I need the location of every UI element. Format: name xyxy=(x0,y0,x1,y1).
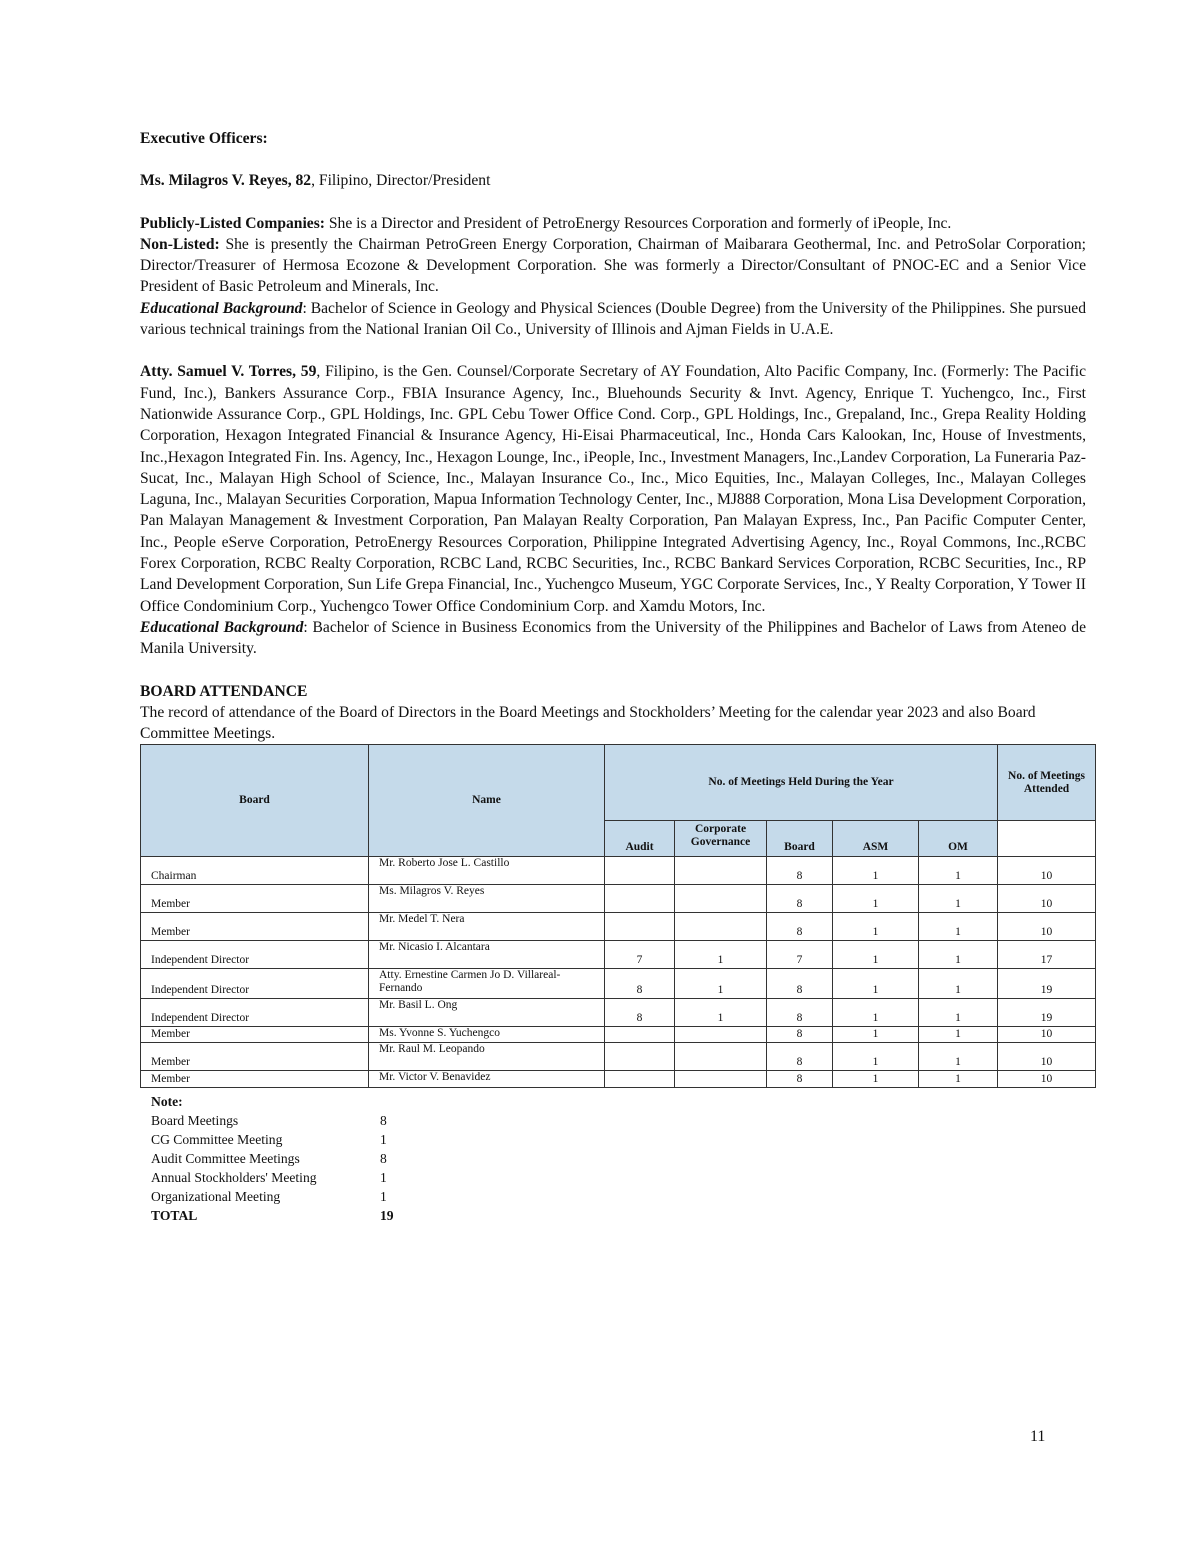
om-count: 1 xyxy=(919,941,998,969)
cg-count xyxy=(675,1043,767,1071)
note-value: 1 xyxy=(380,1132,387,1148)
table-row xyxy=(141,885,1096,913)
director-name: Mr. Victor V. Benavidez xyxy=(369,1071,605,1088)
note-value: 8 xyxy=(380,1113,387,1129)
audit-count xyxy=(605,1071,675,1088)
table-row xyxy=(141,1027,1096,1043)
asm-count: 1 xyxy=(833,969,919,999)
attended-count: 19 xyxy=(998,969,1096,999)
director-name: Atty. Ernestine Carmen Jo D. Villareal-Fernando xyxy=(369,969,605,999)
header-asm: ASM xyxy=(833,821,919,857)
asm-count: 1 xyxy=(833,1071,919,1088)
director-name: Ms. Milagros V. Reyes xyxy=(369,885,605,913)
note-title: Note: xyxy=(151,1094,183,1110)
education-label: Educational Background xyxy=(140,618,304,636)
board-role: Member xyxy=(141,1071,369,1088)
board-count: 7 xyxy=(767,941,833,969)
reyes-nonlisted xyxy=(140,234,1086,298)
torres-education xyxy=(140,617,1086,660)
note-total-value: 19 xyxy=(380,1208,394,1224)
reyes-name: Ms. Milagros V. Reyes, 82 xyxy=(140,172,312,190)
attended-count: 17 xyxy=(998,941,1096,969)
note-total-label: TOTAL xyxy=(151,1208,198,1224)
attended-count: 10 xyxy=(998,1027,1096,1043)
director-name: Mr. Roberto Jose L. Castillo xyxy=(369,857,605,885)
om-count: 1 xyxy=(919,885,998,913)
attended-count: 10 xyxy=(998,913,1096,941)
note-label: Organizational Meeting xyxy=(151,1189,281,1205)
cg-count xyxy=(675,1027,767,1043)
reyes-profile xyxy=(140,213,1086,341)
listed-label: Publicly-Listed Companies: xyxy=(140,214,325,232)
audit-count: 8 xyxy=(605,969,675,999)
table-row xyxy=(141,999,1096,1027)
note-row xyxy=(151,1130,1086,1149)
om-count: 1 xyxy=(919,969,998,999)
board-count: 8 xyxy=(767,1027,833,1043)
asm-count: 1 xyxy=(833,941,919,969)
note-row xyxy=(151,1187,1086,1206)
table-row xyxy=(141,941,1096,969)
audit-count xyxy=(605,1027,675,1043)
header-empty xyxy=(998,821,1096,857)
note-row xyxy=(151,1149,1086,1168)
torres-bio xyxy=(140,361,1086,617)
cg-count xyxy=(675,1071,767,1088)
note-row xyxy=(151,1111,1086,1130)
om-count: 1 xyxy=(919,999,998,1027)
document-page xyxy=(140,128,1086,1225)
note-row xyxy=(151,1168,1086,1187)
attended-count: 10 xyxy=(998,857,1096,885)
asm-count: 1 xyxy=(833,913,919,941)
listed-text: She is a Director and President of PetroEnergy Resources Corporation and formerly of iPeople, Inc. xyxy=(324,214,952,232)
asm-count: 1 xyxy=(833,999,919,1027)
om-count: 1 xyxy=(919,1043,998,1071)
board-role: Independent Director xyxy=(141,999,369,1027)
attended-count: 10 xyxy=(998,1043,1096,1071)
table-row xyxy=(141,969,1096,999)
board-role: Independent Director xyxy=(141,969,369,999)
header-board-meetings: Board xyxy=(767,821,833,857)
note-label: Annual Stockholders' Meeting xyxy=(151,1170,317,1186)
audit-count xyxy=(605,885,675,913)
torres-profile xyxy=(140,361,1086,659)
board-role: Member xyxy=(141,1027,369,1043)
asm-count: 1 xyxy=(833,857,919,885)
board-role: Chairman xyxy=(141,857,369,885)
table-row xyxy=(141,857,1096,885)
reyes-listed xyxy=(140,213,1086,234)
director-name: Mr. Basil L. Ong xyxy=(369,999,605,1027)
reyes-name-line xyxy=(140,170,1086,191)
header-meetings-held: No. of Meetings Held During the Year xyxy=(605,745,998,821)
nonlisted-text: She is presently the Chairman PetroGreen Energy Corporation, Chairman of Maibarara Geothermal, Inc. and PetroSolar Corporation; Director/Treasurer of Hermosa Ecozone & Development Corporation. She was formerly a Director/Consultant of PNOC-EC and a Senior Vice President of Basic Petroleum and Minerals, Inc. xyxy=(140,235,1086,296)
board-attendance-title: BOARD ATTENDANCE xyxy=(140,682,308,700)
table-row xyxy=(141,1071,1096,1088)
board-count: 8 xyxy=(767,885,833,913)
board-role: Independent Director xyxy=(141,941,369,969)
header-meetings-attended: No. of Meetings Attended xyxy=(998,745,1096,821)
table-row xyxy=(141,1043,1096,1071)
torres-text: , Filipino, is the Gen. Counsel/Corporate Secretary of AY Foundation, Alto Pacific Company, Inc. (Formerly: The Pacific Fund, Inc.), Bankers Assurance Corp., FBIA Insurance Agency, Inc., Bluehounds Security & Invt. Agency, Enrique T. Yuchengco, Inc., First Nationwide Assurance Corp., GPL Holdings, Inc. GPL Cebu Tower Office Cond. Corp., GPL Holdings, Inc., Grepaland, Inc., Grepa Reality Holding Corporation, Hexagon Integrated Financial & Insurance Agency, Hi-Eisai Pharmaceutical, Inc., Honda Cars Kalookan, Inc, House of Investments, Inc.,Hexagon Integrated Fin. Ins. Agency, Inc., Hexagon Lounge, Inc., iPeople, Inc., Investment Managers, Inc.,Landev Corporation, La Funeraria Paz-Sucat, Inc., Malayan High School of Science, Inc., Malayan Insurance Co., Inc., Mico Equities, Inc., Malayan Colleges, Inc., Malayan Colleges Laguna, Inc., Malayan Securities Corporation, Mapua Information Technology Center, Inc., MJ888 Corporation, Mona Lisa Development Corporation, Pan Malayan Management & Investment Corporation, Pan Malayan Realty Corporation, Pan Malayan Express, Inc., Pan Pacific Computer Center, Inc., People eServe Corporation, PetroEnergy Resources Corporation, Philippine Integrated Advertising Agency, Inc., Royal Commons, Inc.,RCBC Forex Corporation, RCBC Realty Corporation, RCBC Land, RCBC Securities, Inc., RCBC Bankard Services Corporation, RCBC Securities, Inc., RP Land Development Corporation, Sun Life Grepa Financial, Inc., Yuchengco Museum, YGC Corporate Services, Inc., Y Realty Corporation, Y Tower II Office Condominium Corp., Yuchengco Tower Office Condominium Corp. and Xamdu Motors, Inc. xyxy=(140,363,1087,615)
om-count: 1 xyxy=(919,857,998,885)
audit-count: 8 xyxy=(605,999,675,1027)
education-text: : Bachelor of Science in Geology and Physical Sciences (Double Degree) from the University of the Philippines. She pursued various technical trainings from the National Iranian Oil Co., University of Illinois and Ajman Fields in U.A.E. xyxy=(140,299,1086,339)
board-role: Member xyxy=(141,885,369,913)
header-board: Board xyxy=(141,745,369,857)
cg-count xyxy=(675,857,767,885)
nonlisted-label: Non-Listed: xyxy=(140,235,220,253)
om-count: 1 xyxy=(919,1027,998,1043)
header-name: Name xyxy=(369,745,605,857)
board-attendance-intro: The record of attendance of the Board of Directors in the Board Meetings and Stockholders’ Meeting for the calendar year 2023 and also Board Committee Meetings. xyxy=(140,703,1036,743)
note-value: 1 xyxy=(380,1170,387,1186)
table-row xyxy=(141,913,1096,941)
attendance-note xyxy=(151,1092,1086,1225)
director-name: Mr. Raul M. Leopando xyxy=(369,1043,605,1071)
reyes-education xyxy=(140,298,1086,341)
note-label: Audit Committee Meetings xyxy=(151,1151,300,1167)
audit-count xyxy=(605,857,675,885)
header-audit: Audit xyxy=(605,821,675,857)
board-count: 8 xyxy=(767,999,833,1027)
om-count: 1 xyxy=(919,913,998,941)
cg-count: 1 xyxy=(675,941,767,969)
page-number: 11 xyxy=(1030,1428,1046,1445)
asm-count: 1 xyxy=(833,1043,919,1071)
board-count: 8 xyxy=(767,913,833,941)
director-name: Mr. Medel T. Nera xyxy=(369,913,605,941)
audit-count xyxy=(605,913,675,941)
reyes-role: , Filipino, Director/President xyxy=(311,172,491,190)
board-role: Member xyxy=(141,913,369,941)
director-name: Mr. Nicasio I. Alcantara xyxy=(369,941,605,969)
board-count: 8 xyxy=(767,1071,833,1088)
cg-count xyxy=(675,885,767,913)
director-name: Ms. Yvonne S. Yuchengco xyxy=(369,1027,605,1043)
board-role: Member xyxy=(141,1043,369,1071)
header-om: OM xyxy=(919,821,998,857)
om-count: 1 xyxy=(919,1071,998,1088)
cg-count xyxy=(675,913,767,941)
cg-count: 1 xyxy=(675,969,767,999)
torres-name: Atty. Samuel V. Torres, 59 xyxy=(140,363,317,381)
education-label: Educational Background xyxy=(140,299,303,317)
note-label: Board Meetings xyxy=(151,1113,239,1129)
board-count: 8 xyxy=(767,1043,833,1071)
attended-count: 10 xyxy=(998,1071,1096,1088)
audit-count xyxy=(605,1043,675,1071)
note-label: CG Committee Meeting xyxy=(151,1132,283,1148)
attended-count: 10 xyxy=(998,885,1096,913)
asm-count: 1 xyxy=(833,1027,919,1043)
note-value: 1 xyxy=(380,1189,387,1205)
executive-officers-heading: Executive Officers: xyxy=(140,130,268,147)
attended-count: 19 xyxy=(998,999,1096,1027)
note-value: 8 xyxy=(380,1151,387,1167)
audit-count: 7 xyxy=(605,941,675,969)
board-count: 8 xyxy=(767,857,833,885)
education-text: : Bachelor of Science in Business Economics from the University of the Philippines and Bachelor of Laws from Ateneo de Manila University. xyxy=(140,618,1086,658)
board-count: 8 xyxy=(767,969,833,999)
cg-count: 1 xyxy=(675,999,767,1027)
note-total-row xyxy=(151,1206,1086,1225)
attendance-table xyxy=(140,744,1096,1088)
asm-count: 1 xyxy=(833,885,919,913)
header-corporate-governance: Corporate Governance xyxy=(675,821,767,857)
